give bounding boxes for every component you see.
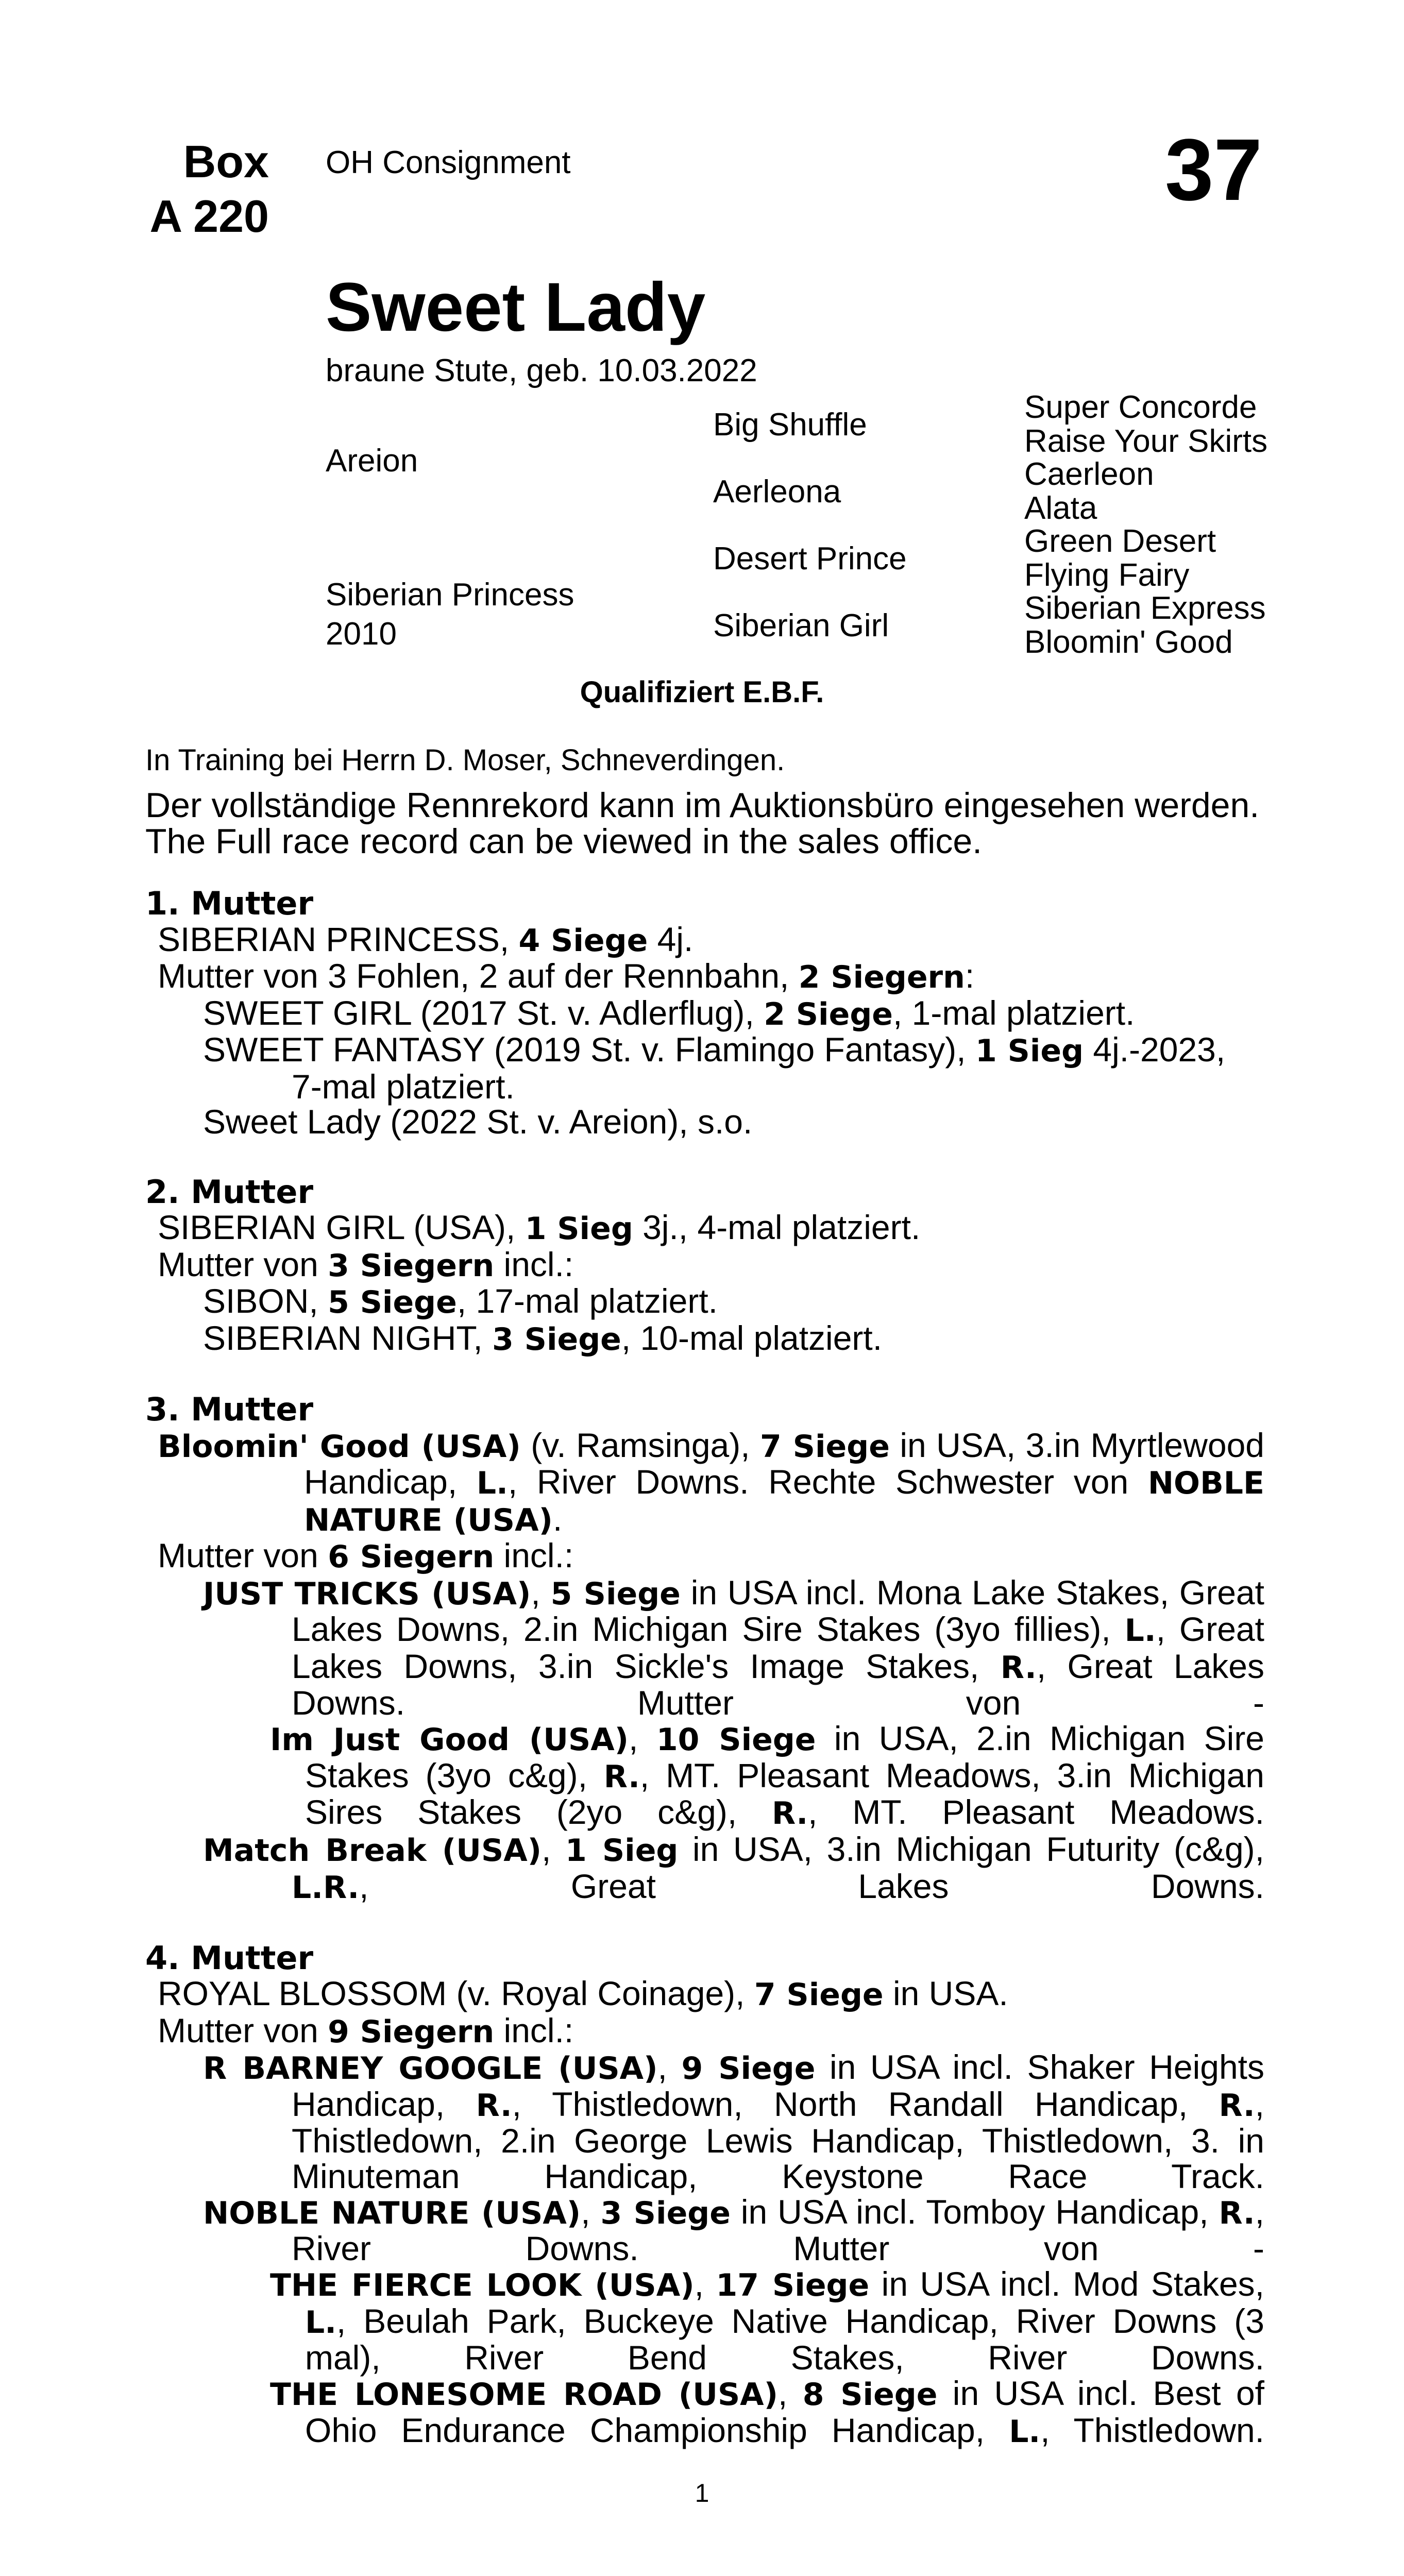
page-number: 1	[695, 2479, 709, 2507]
dam3-foals: Mutter von 6 Siegern incl.:	[158, 1536, 574, 1575]
pedigree-dam-dam: Siberian Girl	[713, 608, 889, 643]
dam1-offspring-1: SWEET GIRL (2017 St. v. Adlerflug), 2 Siege, 1-mal platziert.	[203, 993, 1135, 1032]
pedigree-g3-4: Alata	[1024, 490, 1097, 526]
lot-number: 37	[1164, 121, 1262, 219]
pedigree-g3-1: Super Concorde	[1024, 389, 1257, 425]
training-note: In Training bei Herrn D. Moser, Schneverdingen.	[145, 743, 785, 777]
dam3-grandoffspring-1: Im Just Good (USA), 10 Siege in USA, 2.in Michigan Sire Stakes (3yo c&g), R., MT. Pleasant Meadows, 3.in Michigan Sires Stakes (2yo c&g), R., MT. Pleasant Meadows.	[270, 1719, 1265, 1832]
pedigree-dam-sire: Desert Prince	[713, 541, 907, 577]
dam4-offspring-2: NOBLE NATURE (USA), 3 Siege in USA incl. Tomboy Handicap, R., River Downs. Mutter von -	[203, 2192, 1264, 2267]
box-number: A 220	[149, 191, 269, 242]
pedigree-g3-7: Siberian Express	[1024, 590, 1266, 626]
consignor: OH Consignment	[326, 145, 571, 180]
horse-description: braune Stute, geb. 10.03.2022	[326, 353, 757, 388]
dam4-foals: Mutter von 9 Siegern incl.:	[158, 2011, 574, 2050]
dam2-foals: Mutter von 3 Siegern incl.:	[158, 1245, 574, 1284]
pedigree-sire: Areion	[326, 443, 418, 479]
dam3-offspring-1: JUST TRICKS (USA), 5 Siege in USA incl. Mona Lake Stakes, Great Lakes Downs, 2.in Michigan Sire Stakes (3yo fillies), L., Great Lakes Downs, 3.in Sickle's Image Stakes, R., Great Lakes Downs. Mutter von -	[203, 1573, 1264, 1722]
qualification: Qualifiziert E.B.F.	[580, 675, 824, 709]
race-record-line-en: The Full race record can be viewed in the sales office.	[145, 822, 983, 861]
dam1-offspring-3: Sweet Lady (2022 St. v. Areion), s.o.	[203, 1103, 753, 1141]
pedigree-sire-sire: Big Shuffle	[713, 407, 867, 443]
dam4-offspring-1: R BARNEY GOOGLE (USA), 9 Siege in USA incl. Shaker Heights Handicap, R., Thistledown, North Randall Handicap, R., Thistledown, 2.in George Lewis Handicap, Thistledown, 3. in Minuteman Handicap, Keystone Race Track.	[203, 2048, 1265, 2195]
dam1-offspring-2-cont: 7-mal platziert.	[292, 1067, 515, 1106]
dam3-heading: 3. Mutter	[145, 1391, 314, 1428]
horse-name: Sweet Lady	[326, 269, 706, 346]
dam4-grandoffspring-2: THE LONESOME ROAD (USA), 8 Siege in USA incl. Best of Ohio Endurance Championship Handicap, L., Thistledown.	[270, 2374, 1264, 2450]
dam1-line: SIBERIAN PRINCESS, 4 Siege 4j.	[158, 920, 693, 959]
pedigree-g3-2: Raise Your Skirts	[1024, 423, 1268, 459]
box-label: Box	[183, 136, 269, 187]
pedigree-g3-5: Green Desert	[1024, 523, 1216, 559]
dam2-offspring-1: SIBON, 5 Siege, 17-mal platziert.	[203, 1282, 718, 1320]
pedigree-sire-dam: Aerleona	[713, 474, 841, 510]
pedigree-dam-year: 2010	[326, 616, 397, 652]
dam1-foals: Mutter von 3 Fohlen, 2 auf der Rennbahn, 2 Siegern:	[158, 957, 975, 995]
race-record-line-de: Der vollständige Rennrekord kann im Auktionsbüro eingesehen werden.	[145, 786, 1260, 825]
dam4-line: ROYAL BLOSSOM (v. Royal Coinage), 7 Siege in USA.	[158, 1974, 1008, 2013]
pedigree-g3-8: Bloomin' Good	[1024, 624, 1233, 660]
dam4-grandoffspring-1: THE FIERCE LOOK (USA), 17 Siege in USA incl. Mod Stakes, L., Beulah Park, Buckeye Native Handicap, River Downs (3 mal), River Bend Stakes, River Downs.	[270, 2265, 1264, 2377]
dam2-line: SIBERIAN GIRL (USA), 1 Sieg 3j., 4-mal platziert.	[158, 1208, 921, 1247]
dam1-offspring-2: SWEET FANTASY (2019 St. v. Flamingo Fantasy), 1 Sieg 4j.-2023,	[203, 1030, 1226, 1069]
dam3-offspring-2: Match Break (USA), 1 Sieg in USA, 3.in Michigan Futurity (c&g), L.R., Great Lakes Downs.	[203, 1830, 1264, 1906]
pedigree-g3-3: Caerleon	[1024, 456, 1154, 492]
dam3-line: Bloomin' Good (USA) (v. Ramsinga), 7 Siege in USA, 3.in Myrtlewood Handicap, L., River Downs. Rechte Schwester von NOBLE NATURE (USA).	[158, 1426, 1265, 1538]
dam2-offspring-2: SIBERIAN NIGHT, 3 Siege, 10-mal platziert.	[203, 1318, 883, 1358]
race-record-note	[145, 787, 1259, 859]
pedigree-g3-6: Flying Fairy	[1024, 557, 1190, 593]
pedigree-dam: Siberian Princess	[326, 577, 574, 613]
family-section	[145, 886, 1264, 2485]
dam1-heading: 1. Mutter	[145, 885, 314, 922]
dam2-heading: 2. Mutter	[145, 1173, 314, 1211]
dam4-heading: 4. Mutter	[145, 1939, 314, 1977]
